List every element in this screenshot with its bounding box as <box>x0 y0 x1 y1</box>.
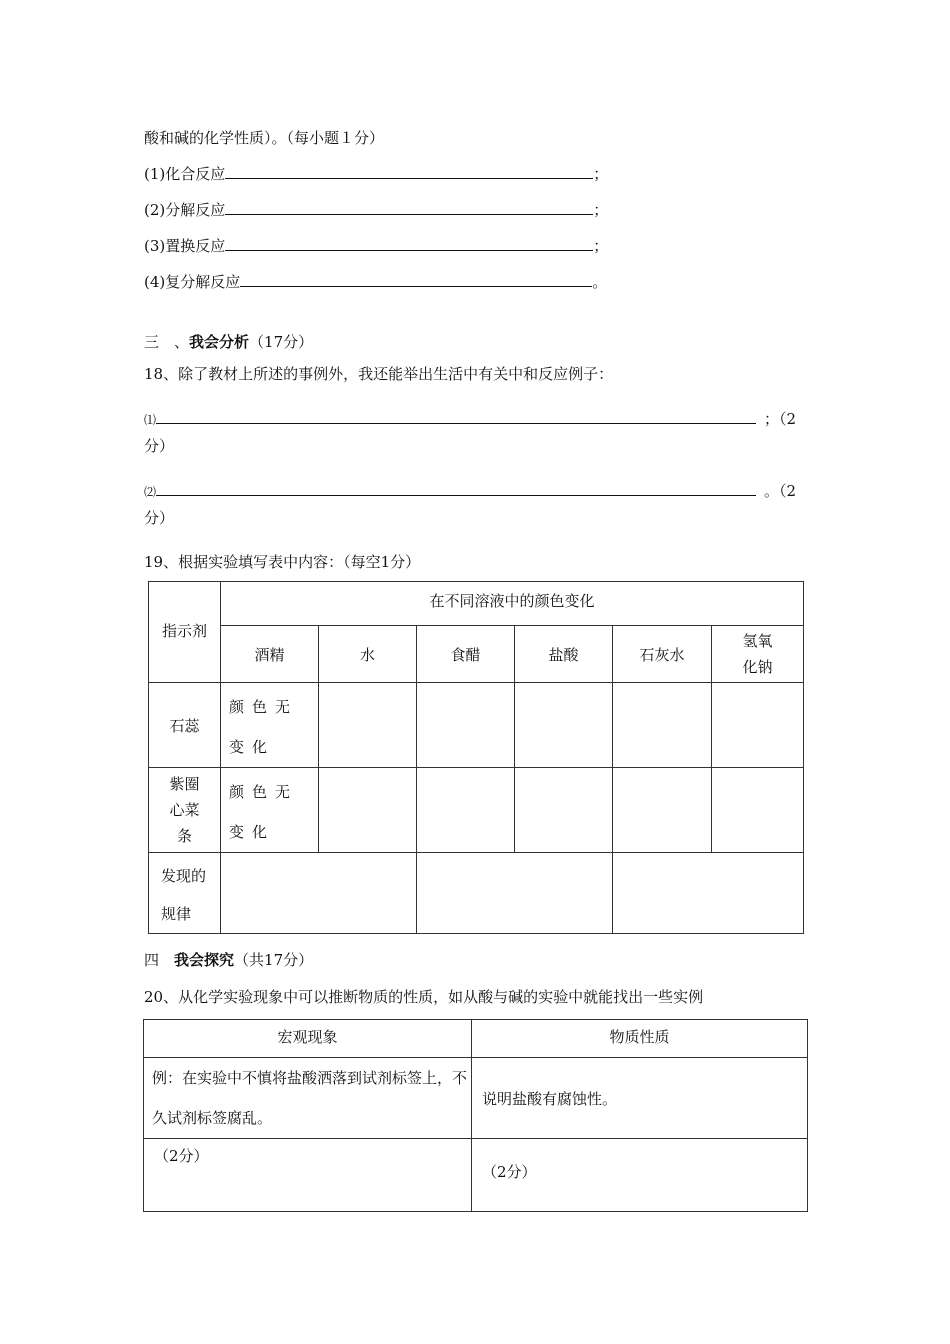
answer-blank[interactable] <box>240 271 592 287</box>
q18-item-label: ⑵ <box>144 485 157 499</box>
observation-cell: 颜色无变化 <box>221 683 319 768</box>
q18-item-end: ；（2 <box>764 410 797 428</box>
solution-header: 氢氧化钠 <box>712 626 804 683</box>
section-3-score: （17分） <box>249 333 314 351</box>
reaction-label: (2)分解反应 <box>144 201 226 219</box>
reaction-line-4 <box>144 271 607 292</box>
reaction-line-2 <box>144 199 608 220</box>
answer-cell[interactable] <box>515 683 613 768</box>
solution-header: 水 <box>319 626 417 683</box>
reaction-line-1 <box>144 163 608 184</box>
answer-cell[interactable] <box>613 683 712 768</box>
indicator-header: 指示剂 <box>149 582 221 683</box>
q18-text: 18、除了教材上所述的事例外，我还能举出生活中有关中和反应例子： <box>144 365 614 383</box>
section-3-title: 我会分析 <box>189 333 250 351</box>
answer-blank[interactable] <box>156 480 756 496</box>
answer-blank[interactable] <box>156 408 756 424</box>
answer-blank[interactable] <box>225 235 593 251</box>
section-3-prefix: 三 、 <box>144 333 190 351</box>
q20-text: 20、从化学实验现象中可以推断物质的性质，如从酸与碱的实验中就能找出一些实例 <box>144 988 704 1006</box>
answer-cell[interactable] <box>712 768 804 853</box>
indicator-table <box>148 581 804 934</box>
section-4-score: （共17分） <box>234 951 314 969</box>
answer-cell[interactable] <box>417 683 515 768</box>
reaction-end: ； <box>593 165 609 183</box>
indicator-name: 石蕊 <box>149 683 221 768</box>
rule-label: 发现的规律 <box>149 853 221 934</box>
q18-item-1 <box>144 408 796 430</box>
answer-cell[interactable] <box>417 768 515 853</box>
property-header: 物质性质 <box>472 1020 808 1058</box>
answer-cell[interactable] <box>613 768 712 853</box>
answer-cell[interactable] <box>221 853 417 934</box>
section-3-heading <box>144 332 313 352</box>
q18-item-end: 。（2 <box>764 482 797 500</box>
answer-cell[interactable] <box>712 683 804 768</box>
property-answer[interactable]: （2分） <box>472 1139 808 1212</box>
q19-text: 19、根据实验填写表中内容：（每空1分） <box>144 553 421 571</box>
reaction-end: ； <box>593 201 609 219</box>
header-line: 酸和碱的化学性质）。（每小题１分） <box>144 129 385 147</box>
color-change-header: 在不同溶液中的颜色变化 <box>221 582 804 626</box>
reaction-label: (1)化合反应 <box>144 165 226 183</box>
observation-cell: 颜色无变化 <box>221 768 319 853</box>
solution-header: 食醋 <box>417 626 515 683</box>
solution-header: 酒精 <box>221 626 319 683</box>
solution-header: 盐酸 <box>515 626 613 683</box>
reaction-end: 。 <box>592 273 608 291</box>
answer-cell[interactable] <box>417 853 613 934</box>
answer-blank[interactable] <box>225 199 593 215</box>
phenomenon-header: 宏观现象 <box>144 1020 472 1058</box>
phenomenon-table <box>143 1019 808 1212</box>
example-phenomenon: 例：在实验中不慎将盐酸洒落到试剂标签上，不久试剂标签腐乱。 <box>144 1058 472 1139</box>
q18-item-label: ⑴ <box>144 413 157 427</box>
solution-header: 石灰水 <box>613 626 712 683</box>
section-4-title: 我会探究 <box>174 951 235 969</box>
answer-blank[interactable] <box>225 163 593 179</box>
reaction-label: (3)置换反应 <box>144 237 226 255</box>
section-4-prefix: 四 <box>144 951 175 969</box>
indicator-name: 紫圈心菜条 <box>149 768 221 853</box>
q18-item-2-cont: 分） <box>144 509 175 527</box>
answer-cell[interactable] <box>515 768 613 853</box>
phenomenon-answer[interactable]: （2分） <box>144 1139 472 1212</box>
reaction-line-3 <box>144 235 608 256</box>
reaction-label: (4)复分解反应 <box>144 273 241 291</box>
answer-cell[interactable] <box>319 683 417 768</box>
q18-item-1-cont: 分） <box>144 437 175 455</box>
answer-cell[interactable] <box>319 768 417 853</box>
answer-cell[interactable] <box>613 853 804 934</box>
reaction-end: ； <box>593 237 609 255</box>
section-4-heading <box>144 950 313 970</box>
q18-item-2 <box>144 480 796 502</box>
example-property: 说明盐酸有腐蚀性。 <box>472 1058 808 1139</box>
